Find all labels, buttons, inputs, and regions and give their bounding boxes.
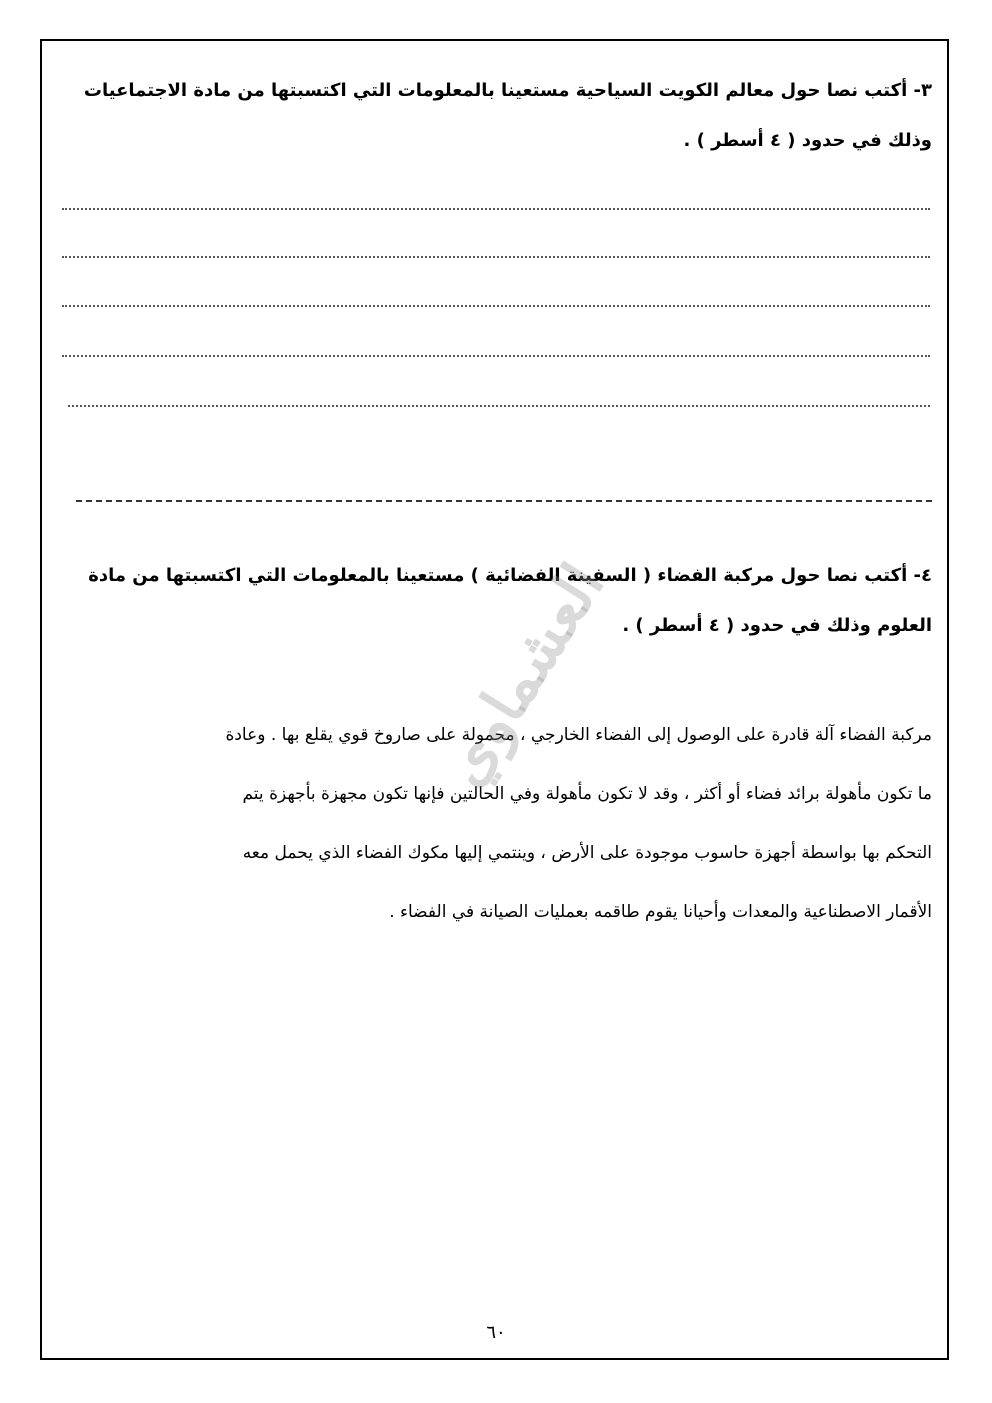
section-divider (76, 500, 932, 502)
answer-line-1[interactable] (62, 208, 930, 210)
answer-line-4[interactable] (62, 355, 930, 357)
answer-paragraph (60, 706, 932, 942)
answer-text-line: التحكم بها بواسطة أجهزة حاسوب موجودة على الأرض ، وينتمي إليها مكوك الفضاء الذي يحمل معه (242, 843, 932, 863)
question-4-line-1: ٤- أكتب نصا حول مركبة الفضاء ( السفينة الفضائية ) مستعينا بالمعلومات التي اكتسبتها من مادة (88, 565, 932, 586)
page-border (40, 39, 949, 1360)
answer-line-3[interactable] (62, 305, 930, 307)
answer-text-line: ما تكون مأهولة برائد فضاء أو أكثر ، وقد لا تكون مأهولة وفي الحالتين فإنها تكون مجهزة بأجهزة يتم (242, 784, 932, 804)
watermark: العشماوي (428, 552, 619, 798)
answer-line-5[interactable] (68, 405, 930, 407)
question-4-line-2: العلوم وذلك في حدود ( ٤ أسطر ) . (622, 615, 932, 636)
question-3-line-2: وذلك في حدود ( ٤ أسطر ) . (683, 130, 932, 151)
answer-text-line: الأقمار الاصطناعية والمعدات وأحيانا يقوم طاقمه بعمليات الصيانة في الفضاء . (389, 902, 932, 922)
answer-line-2[interactable] (62, 256, 930, 258)
answer-text-line: مركبة الفضاء آلة قادرة على الوصول إلى الفضاء الخارجي ، محمولة على صاروخ قوي يقلع بها . وعادة (225, 725, 932, 745)
page-number: ٦٠ (486, 1322, 506, 1343)
question-3-line-1: ٣- أكتب نصا حول معالم الكويت السياحية مستعينا بالمعلومات التي اكتسبتها من مادة الاجتماعيات (83, 80, 932, 101)
